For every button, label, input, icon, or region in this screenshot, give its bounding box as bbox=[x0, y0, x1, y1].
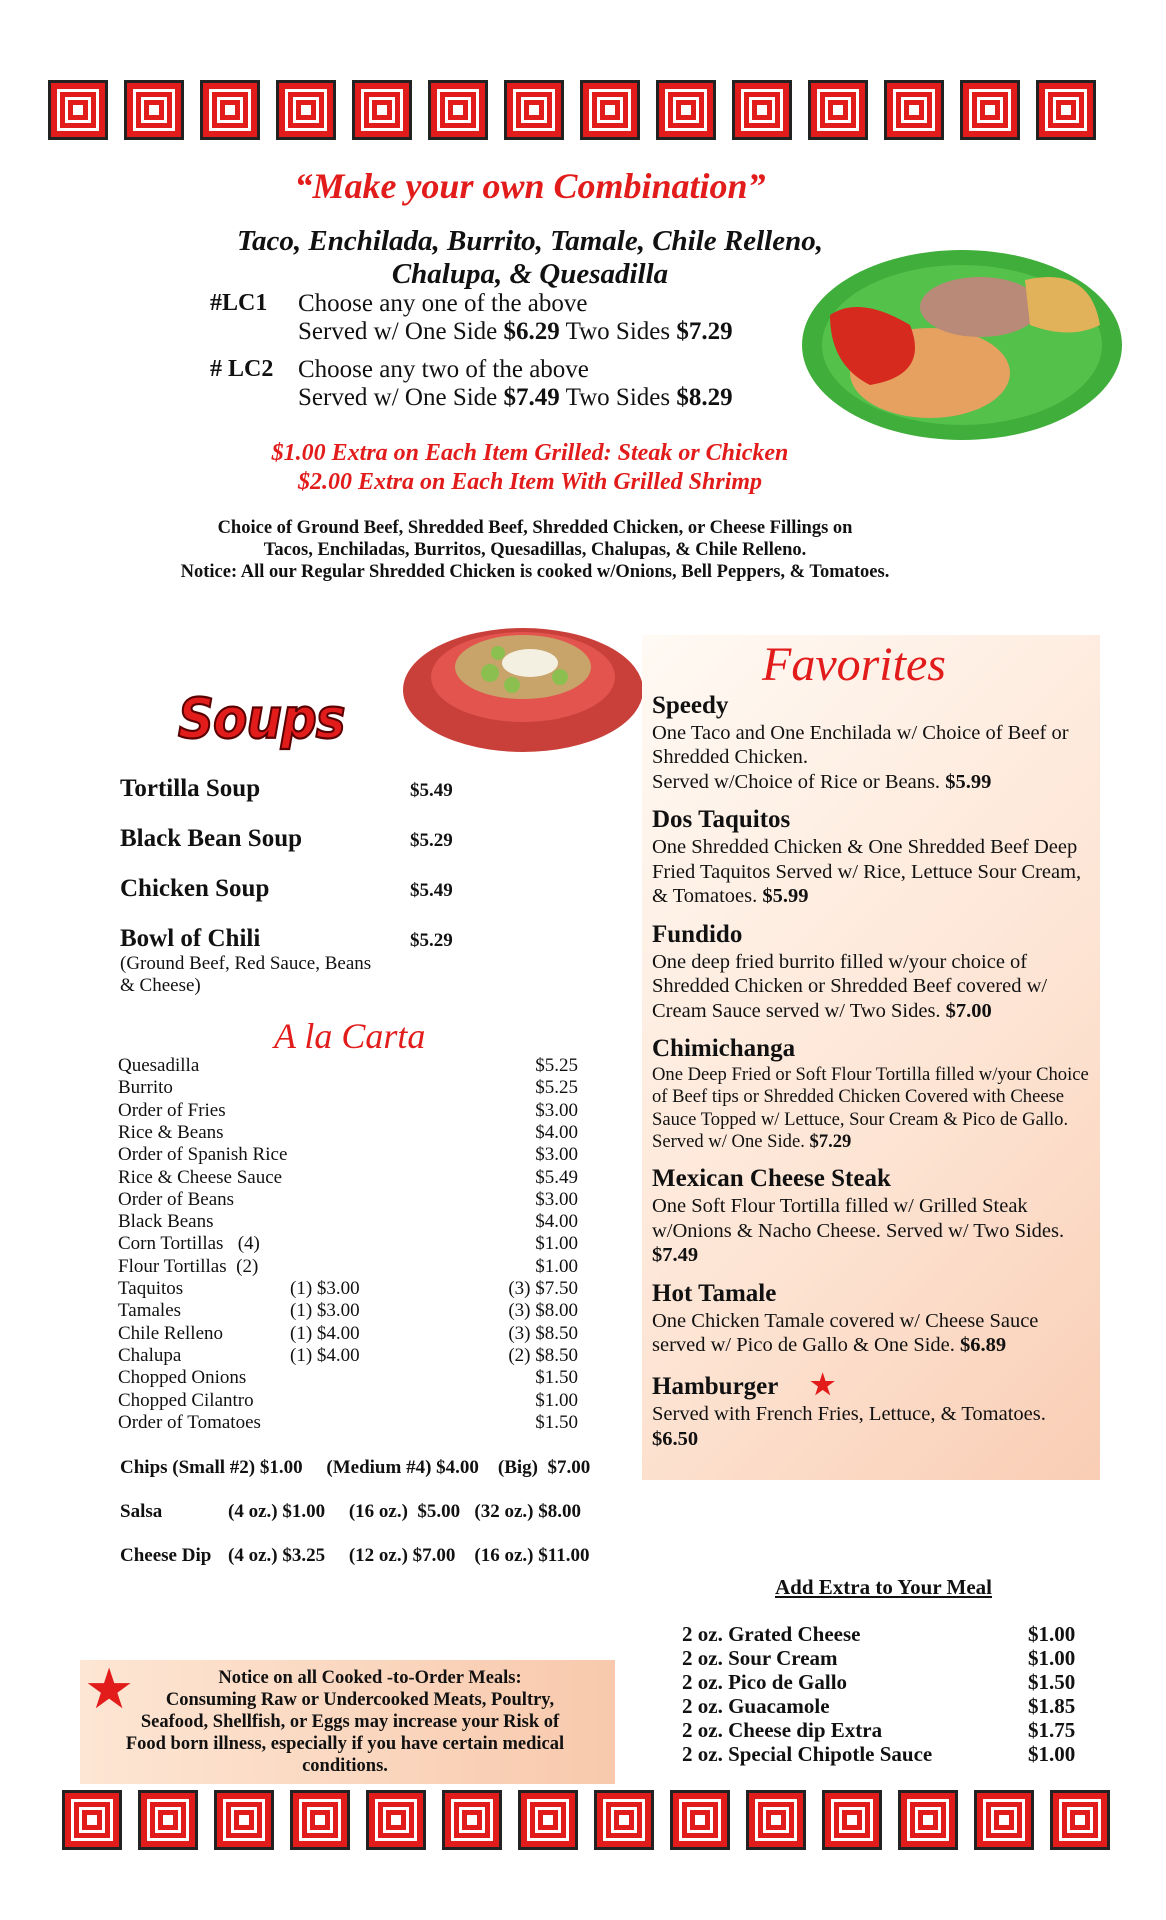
favorite-name: Dos Taquitos bbox=[652, 806, 791, 834]
border-tile-icon bbox=[290, 1790, 350, 1850]
carta-item-price: $1.50 bbox=[535, 1367, 578, 1389]
carta-item-name: Chopped Cilantro bbox=[118, 1389, 254, 1411]
carta-item-name: Order of Spanish Rice bbox=[118, 1144, 288, 1166]
lc2-served bbox=[298, 384, 733, 412]
favorite-name: Hamburger bbox=[652, 1372, 778, 1400]
favorite-name-row bbox=[652, 1370, 1090, 1402]
border-tile-icon bbox=[124, 80, 184, 140]
favorites-panel bbox=[642, 635, 1100, 1480]
favorite-name: Fundido bbox=[652, 920, 743, 948]
carta-item-price: $1.00 bbox=[535, 1233, 578, 1255]
soup-name: Black Bean Soup bbox=[120, 825, 303, 852]
border-tile-icon bbox=[276, 80, 336, 140]
carta-item-name: Order of Beans bbox=[118, 1188, 235, 1210]
favorite-name: Chimichanga bbox=[652, 1035, 796, 1063]
carta-item-price: $5.25 bbox=[535, 1055, 578, 1076]
carta-item-price: (3) $7.50 bbox=[508, 1278, 578, 1299]
bottom-border bbox=[0, 1790, 1166, 1850]
soup-name: Bowl of Chili bbox=[120, 925, 261, 952]
lc2-code: # LC2 bbox=[210, 356, 274, 382]
soup-price: $5.29 bbox=[410, 830, 453, 851]
border-tile-icon bbox=[138, 1790, 198, 1850]
favorite-desc: One Taco and One Enchilada w/ Choice of Beef or Shredded Chicken. bbox=[652, 721, 1069, 769]
chips-prices: Chips (Small #2) $1.00 (Medium #4) $4.00 (Big) $7.00 bbox=[120, 1457, 591, 1478]
favorite-desc-text: One Shredded Chicken & One Shredded Beef Deep Fried Taquitos Served w/ Rice, Lettuce Sour Cream, & Tomatoes. bbox=[652, 836, 1082, 908]
soup-price: $5.49 bbox=[410, 780, 453, 801]
border-tile-icon bbox=[974, 1790, 1034, 1850]
border-tile-icon bbox=[366, 1790, 426, 1850]
favorite-item bbox=[652, 692, 1090, 795]
carta-item-name: Order of Tomatoes bbox=[118, 1411, 261, 1433]
border-tile-icon bbox=[214, 1790, 274, 1850]
carta-item-name: Chile Relleno bbox=[118, 1322, 224, 1344]
notice-line5: conditions. bbox=[302, 1756, 388, 1776]
favorite-price: $6.89 bbox=[960, 1334, 1007, 1357]
carta-item-name: Rice & Beans bbox=[118, 1121, 224, 1143]
soup-name: Chicken Soup bbox=[120, 875, 270, 902]
favorite-desc-text: One Chicken Tamale covered w/ Cheese Sauce served w/ Pico de Gallo & One Side. bbox=[652, 1309, 1039, 1357]
extra-row bbox=[682, 1622, 1082, 1647]
favorite-price: $5.99 bbox=[945, 770, 992, 793]
extra-item-name: 2 oz. Sour Cream bbox=[682, 1646, 838, 1670]
carta-item-price: (2) $8.50 bbox=[508, 1344, 578, 1366]
carta-item-price: $1.00 bbox=[535, 1389, 578, 1411]
favorite-item bbox=[652, 1165, 1090, 1268]
lc2-served-label: Served w/ One Side bbox=[298, 384, 498, 411]
combo-plate-image bbox=[800, 245, 1125, 445]
favorite-item bbox=[652, 806, 1090, 909]
carta-item-price: $5.49 bbox=[535, 1166, 578, 1188]
favorite-item bbox=[652, 1280, 1090, 1358]
carta-item-single-price: (1) $4.00 bbox=[290, 1344, 360, 1366]
soup-name: Tortilla Soup bbox=[120, 775, 261, 802]
soups-title: Soups bbox=[178, 687, 345, 751]
carta-item-name: Flour Tortillas (2) bbox=[118, 1255, 259, 1277]
lc1-one-price: $6.29 bbox=[503, 318, 560, 345]
border-tile-icon bbox=[62, 1790, 122, 1850]
border-tile-icon bbox=[442, 1790, 502, 1850]
extra-item-name: 2 oz. Special Chipotle Sauce bbox=[682, 1742, 933, 1766]
carta-item-price: (3) $8.00 bbox=[508, 1300, 578, 1322]
lc1-two-label: Two Sides bbox=[565, 318, 671, 345]
extra-row bbox=[682, 1742, 1082, 1767]
notice-line3: Seafood, Shellfish, or Eggs may increase your Risk of bbox=[140, 1712, 560, 1732]
extra-shrimp: $2.00 Extra on Each Item With Grilled Shrimp bbox=[297, 469, 763, 495]
combo-title: “Make your own Combination” bbox=[294, 166, 766, 206]
carta-item-single-price: (1) $3.00 bbox=[290, 1278, 360, 1299]
favorite-price: $7.49 bbox=[652, 1244, 699, 1267]
border-tile-icon bbox=[884, 80, 944, 140]
lc2-text: Choose any two of the above bbox=[298, 356, 589, 383]
notice-line4: Food born illness, especially if you have certain medical bbox=[125, 1734, 565, 1754]
cheese-dip-label: Cheese Dip bbox=[120, 1545, 212, 1566]
carta-item-price: $3.00 bbox=[535, 1144, 578, 1166]
soup-price: $5.49 bbox=[410, 880, 453, 901]
soup-price: $5.29 bbox=[410, 930, 453, 951]
extra-row bbox=[682, 1694, 1082, 1719]
border-tile-icon bbox=[48, 80, 108, 140]
carta-item-name: Order of Fries bbox=[118, 1099, 226, 1121]
lc1-two-price: $7.29 bbox=[676, 318, 733, 345]
border-tile-icon bbox=[428, 80, 488, 140]
lc2-two-price: $8.29 bbox=[676, 384, 733, 411]
favorite-desc: Served with French Fries, Lettuce, & Tomatoes. bbox=[652, 1403, 1046, 1426]
fillings-line2: Tacos, Enchiladas, Burritos, Quesadillas, Chalupas, & Chile Relleno. bbox=[263, 540, 807, 560]
extras-title: Add Extra to Your Meal bbox=[775, 1575, 992, 1599]
favorite-price: $7.29 bbox=[809, 1131, 852, 1153]
carta-item-price: $4.00 bbox=[535, 1121, 578, 1143]
extra-item-price: $1.00 bbox=[1028, 1622, 1076, 1646]
carta-item-price: $3.00 bbox=[535, 1099, 578, 1121]
carta-item-price: $1.00 bbox=[535, 1255, 578, 1277]
combo-items-line2: Chalupa, & Quesadilla bbox=[391, 258, 669, 290]
favorite-desc bbox=[652, 1064, 1090, 1153]
border-tile-icon bbox=[670, 1790, 730, 1850]
border-tile-icon bbox=[960, 80, 1020, 140]
fillings-line3: Notice: All our Regular Shredded Chicken is cooked w/Onions, Bell Peppers, & Tomatoes. bbox=[180, 562, 890, 582]
border-tile-icon bbox=[352, 80, 412, 140]
lc1-served bbox=[298, 318, 733, 346]
carta-item-name: Corn Tortillas (4) bbox=[118, 1233, 260, 1255]
lc1-text: Choose any one of the above bbox=[298, 290, 588, 317]
border-tile-icon bbox=[656, 80, 716, 140]
extra-item-price: $1.00 bbox=[1028, 1742, 1076, 1766]
fillings-line1: Choice of Ground Beef, Shredded Beef, Shredded Chicken, or Cheese Fillings on bbox=[217, 518, 853, 538]
carta-item-single-price: (1) $4.00 bbox=[290, 1322, 360, 1344]
carta-item-price: $4.00 bbox=[535, 1211, 578, 1233]
favorite-name: Speedy bbox=[652, 691, 729, 719]
favorite-price: $5.99 bbox=[762, 885, 809, 908]
top-border bbox=[0, 80, 1166, 140]
carta-item-single-price: (1) $3.00 bbox=[290, 1300, 360, 1322]
lc1-served-label: Served w/ One Side bbox=[298, 318, 498, 345]
carta-title: A la Carta bbox=[274, 1016, 426, 1056]
border-tile-icon bbox=[898, 1790, 958, 1850]
border-tile-icon bbox=[504, 80, 564, 140]
favorite-item bbox=[652, 1370, 1090, 1451]
border-tile-icon bbox=[1036, 80, 1096, 140]
favorite-desc2-text: Served w/Choice of Rice or Beans. bbox=[652, 770, 941, 793]
carta-item-price: $1.50 bbox=[535, 1411, 578, 1433]
soup-bowl-image bbox=[400, 615, 646, 755]
carta-item-name: Tamales bbox=[118, 1300, 182, 1322]
notice-line1: Notice on all Cooked -to-Order Meals: bbox=[218, 1668, 522, 1688]
chili-note: & Cheese) bbox=[120, 975, 201, 996]
extra-item-price: $1.00 bbox=[1028, 1646, 1076, 1670]
favorite-price: $6.50 bbox=[652, 1427, 699, 1450]
favorite-name: Mexican Cheese Steak bbox=[652, 1165, 891, 1193]
border-tile-icon bbox=[746, 1790, 806, 1850]
favorite-desc bbox=[652, 835, 1090, 909]
favorite-desc bbox=[652, 1194, 1090, 1268]
extra-item-name: 2 oz. Pico de Gallo bbox=[682, 1670, 848, 1694]
salsa-prices: (4 oz.) $1.00 (16 oz.) $5.00 (32 oz.) $8.00 bbox=[228, 1501, 582, 1522]
extra-item-price: $1.50 bbox=[1028, 1670, 1076, 1694]
notice-box bbox=[80, 1660, 615, 1784]
border-tile-icon bbox=[1050, 1790, 1110, 1850]
lc2-one-price: $7.49 bbox=[503, 384, 560, 411]
carta-item-name: Taquitos bbox=[118, 1278, 184, 1299]
extra-grilled: $1.00 Extra on Each Item Grilled: Steak or Chicken bbox=[271, 440, 789, 466]
border-tile-icon bbox=[200, 80, 260, 140]
star-icon: ★ bbox=[84, 1659, 135, 1721]
favorite-price: $7.00 bbox=[945, 999, 992, 1022]
favorite-desc bbox=[652, 1309, 1090, 1358]
lc1-code: #LC1 bbox=[210, 290, 268, 316]
favorite-desc-text: One deep fried burrito filled w/your choice of Shredded Chicken or Shredded Beef covered w/ Cream Sauce served w/ Two Sides. bbox=[652, 950, 1048, 1022]
favorite-desc-text: One Soft Flour Tortilla filled w/ Grilled Steak w/Onions & Nacho Cheese. Served w/ Two Sides. bbox=[652, 1195, 1065, 1242]
border-tile-icon bbox=[580, 80, 640, 140]
carta-item-name: Quesadilla bbox=[118, 1055, 200, 1076]
favorites-title: Favorites bbox=[762, 638, 946, 691]
lc2-two-label: Two Sides bbox=[565, 384, 671, 411]
favorite-item bbox=[652, 1035, 1090, 1153]
carta-item-name: Black Beans bbox=[118, 1211, 214, 1233]
border-tile-icon bbox=[822, 1790, 882, 1850]
extra-item-name: 2 oz. Grated Cheese bbox=[682, 1622, 861, 1646]
favorite-name: Hot Tamale bbox=[652, 1279, 777, 1307]
cheese-dip-prices: (4 oz.) $3.25 (12 oz.) $7.00 (16 oz.) $11.00 bbox=[228, 1545, 590, 1566]
notice-line2: Consuming Raw or Undercooked Meats, Poultry, bbox=[165, 1690, 555, 1710]
extra-item-name: 2 oz. Guacamole bbox=[682, 1694, 830, 1718]
favorite-item bbox=[652, 921, 1090, 1024]
border-tile-icon bbox=[518, 1790, 578, 1850]
extra-row bbox=[682, 1718, 1082, 1743]
extra-item-price: $1.75 bbox=[1028, 1718, 1076, 1742]
extra-item-name: 2 oz. Cheese dip Extra bbox=[682, 1718, 883, 1742]
extra-row bbox=[682, 1670, 1082, 1695]
carta-item-price: $5.25 bbox=[535, 1077, 578, 1099]
carta-item-name: Rice & Cheese Sauce bbox=[118, 1166, 283, 1188]
extra-item-price: $1.85 bbox=[1028, 1694, 1076, 1718]
border-tile-icon bbox=[808, 80, 868, 140]
star-icon: ★ bbox=[810, 1369, 836, 1401]
carta-item-name: Burrito bbox=[118, 1077, 173, 1099]
carta-item-price: (3) $8.50 bbox=[508, 1322, 578, 1344]
salsa-label: Salsa bbox=[120, 1501, 163, 1522]
favorite-desc2 bbox=[652, 770, 1090, 795]
border-tile-icon bbox=[732, 80, 792, 140]
favorite-desc-text: One Deep Fried or Soft Flour Tortilla filled w/your Choice of Beef tips or Shredded Chicken Covered with Cheese Sauce Topped w/ Lettuce, Sour Cream & Pico de Gallo. Served w/ One Side. bbox=[652, 1064, 1089, 1153]
favorite-price-line bbox=[652, 1427, 1090, 1452]
carta-item-price: $3.00 bbox=[535, 1188, 578, 1210]
chili-note: (Ground Beef, Red Sauce, Beans bbox=[120, 953, 372, 974]
favorite-desc bbox=[652, 950, 1090, 1024]
favorites-list bbox=[642, 692, 1100, 1451]
combo-items-line1: Taco, Enchilada, Burrito, Tamale, Chile Relleno, bbox=[237, 225, 823, 257]
carta-item-name: Chopped Onions bbox=[118, 1367, 247, 1389]
carta-item-name: Chalupa bbox=[118, 1344, 182, 1366]
extra-row bbox=[682, 1646, 1082, 1671]
border-tile-icon bbox=[594, 1790, 654, 1850]
